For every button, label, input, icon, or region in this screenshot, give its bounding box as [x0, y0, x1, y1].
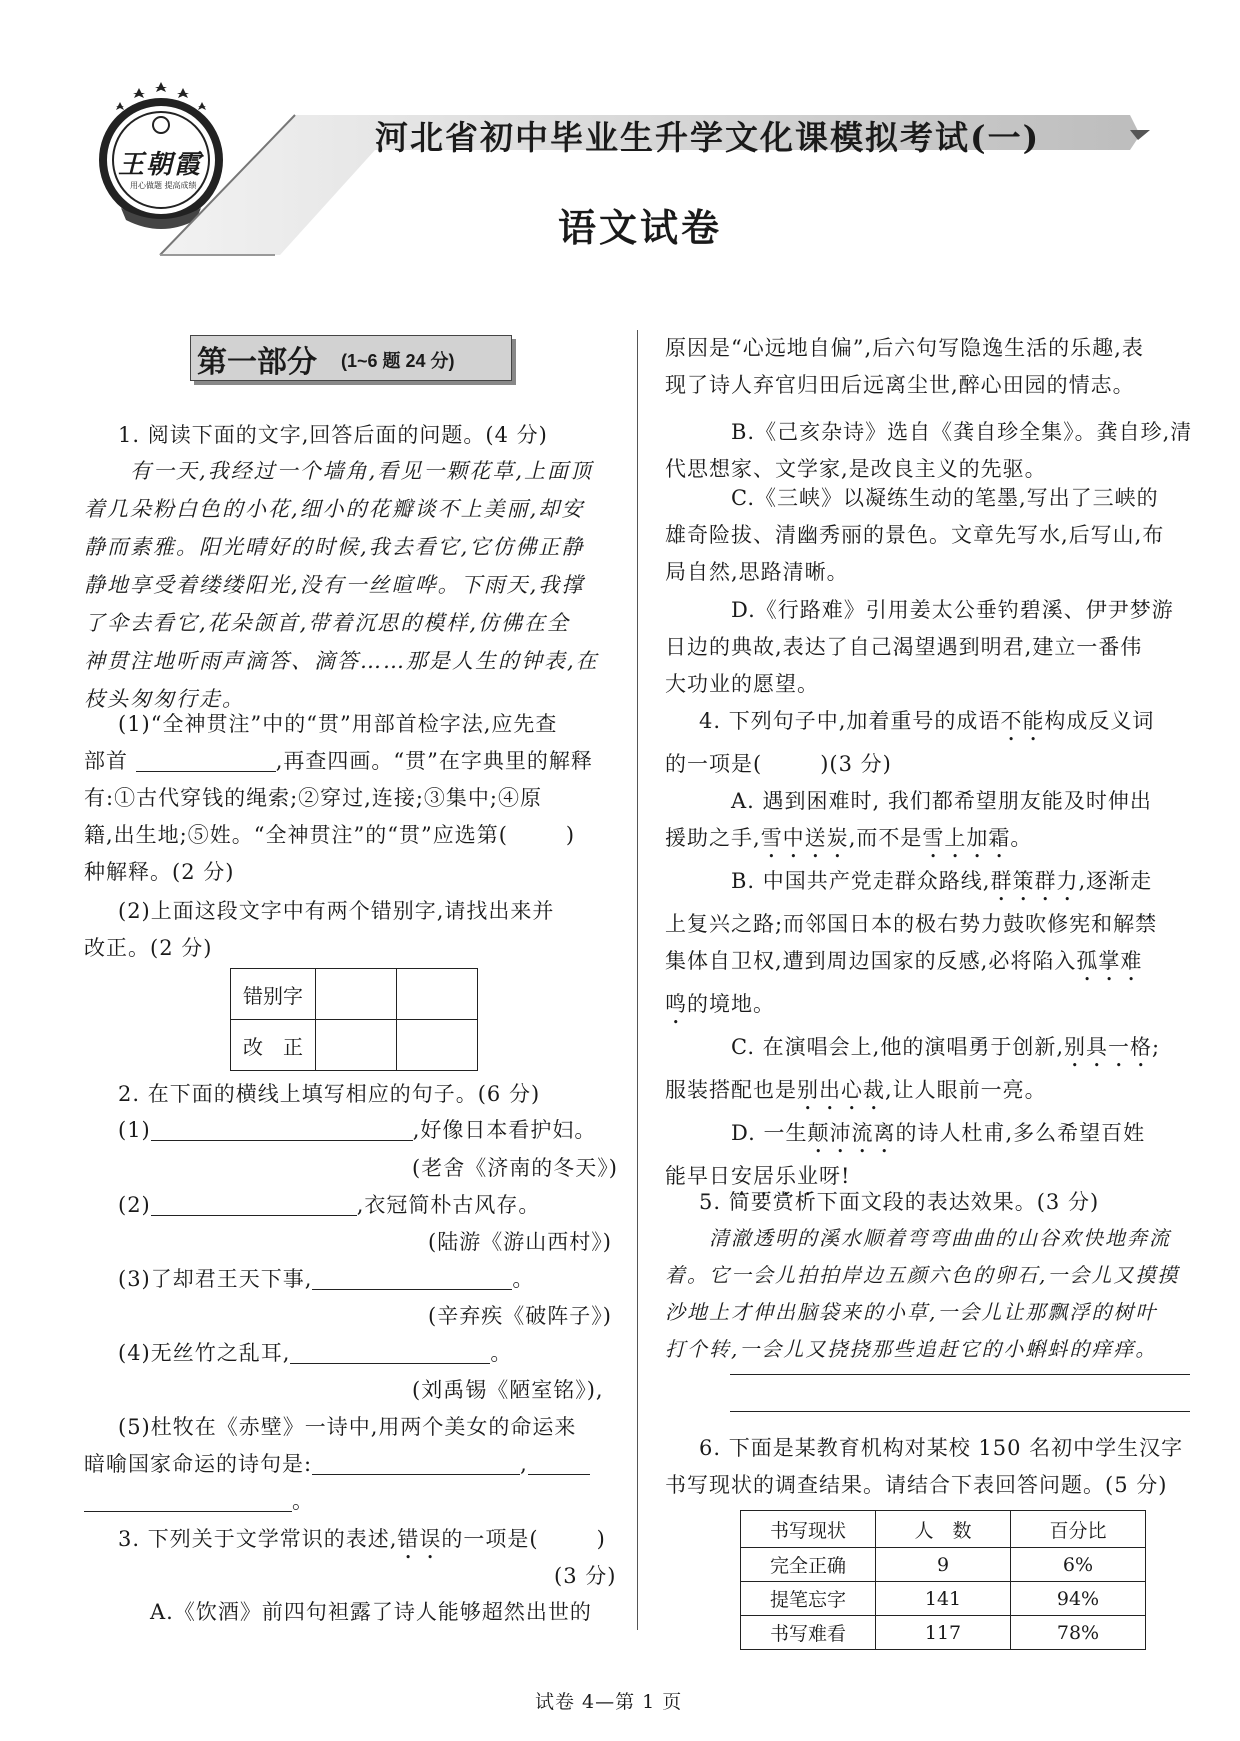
answer-line[interactable]	[730, 1374, 1190, 1375]
survey-cell: 117	[876, 1616, 1011, 1650]
passage-line: 了伞去看它,花朵颌首,带着沉思的模样,仿佛在全	[84, 611, 571, 635]
q2-source: (陆游《游山西村》)	[428, 1230, 612, 1254]
q3-option-a: A.《饮酒》前四句袒露了诗人能够超然出世的	[150, 1600, 592, 1624]
q4	[665, 703, 1160, 1201]
q5-passage-line: 沙地上才伸出脑袋来的小草,一会儿让那飘浮的树叶	[665, 1300, 1158, 1324]
q3-line: 大功业的愿望。	[665, 672, 819, 696]
q5-stem: 5. 简要赏析下面文段的表达效果。(3 分)	[699, 1190, 1100, 1214]
q4-option-a: 援助之手,雪中送炭,而不是雪上加霜。	[665, 826, 1033, 850]
q4-option-b: 集体自卫权,遭到周边国家的反感,必将陷入孤掌难	[665, 949, 1143, 973]
logo-motto: 用心做题 提高成绩	[130, 181, 197, 190]
q3-line: D.《行路难》引用姜太公垂钓碧溪、伊尹梦游	[731, 598, 1174, 622]
section-range: (1~6 题 24 分)	[341, 351, 455, 371]
q2-source: (辛弃疾《破阵子》)	[428, 1304, 612, 1328]
answer-line[interactable]	[730, 1411, 1190, 1412]
q2-item5-line: 。	[84, 1483, 590, 1520]
passage-line: 着几朵粉白色的小花,细小的花瓣谈不上美丽,却安	[84, 497, 585, 521]
answer-blank[interactable]	[290, 1339, 490, 1364]
q4-option-c: 服装搭配也是别出心裁,让人眼前一亮。	[665, 1078, 1047, 1102]
q3-line: 局自然,思路清晰。	[665, 560, 849, 584]
q2-item: (3)了却君王天下事, 。	[118, 1267, 535, 1291]
q6-stem	[665, 1430, 1183, 1504]
survey-table	[740, 1510, 1146, 1650]
q1-sub1-line: 部首 ,再查四画。“贯”在字典里的解释	[84, 749, 593, 773]
passage-line: 枝头匆匆行走。	[84, 687, 245, 711]
q4-option-d: 能早日安居乐业呀!	[665, 1164, 851, 1188]
q3-option-d	[665, 592, 1174, 703]
passage-line: 有一天,我经过一个墙角,看见一颗花草,上面顶	[130, 459, 594, 483]
q2-item: (1) ,好像日本看护妇。	[118, 1118, 597, 1142]
q6-stem-line: 6. 下面是某教育机构对某校 150 名初中学生汉字	[699, 1436, 1184, 1460]
survey-cell: 书写难看	[741, 1616, 876, 1650]
typo-table	[230, 968, 478, 1071]
q3-line: 代思想家、文学家,是改良主义的先驱。	[665, 457, 1047, 481]
survey-cell: 6%	[1011, 1548, 1146, 1582]
answer-blank[interactable]	[312, 1450, 520, 1475]
section-title: 第一部分	[197, 345, 317, 380]
typo-label: 错别字	[231, 969, 316, 1020]
q1-stem: 1. 阅读下面的文字,回答后面的问题。(4 分)	[118, 423, 548, 447]
survey-cell: 9	[876, 1548, 1011, 1582]
section-banner	[190, 335, 512, 381]
correct-cell[interactable]	[316, 1020, 397, 1071]
q1-passage	[84, 452, 624, 718]
page-subtitle: 语文试卷	[558, 205, 723, 250]
q2-item5	[84, 1409, 590, 1520]
survey-header: 人 数	[876, 1511, 1011, 1548]
q5-passage-line: 打个转,一会儿又挠挠那些追赶它的小蝌蚪的痒痒。	[665, 1337, 1158, 1361]
q3-stem: 3. 下列关于文学常识的表述,错误的一项是( )	[118, 1527, 606, 1551]
q3-score: (3 分)	[554, 1564, 617, 1588]
q3-line: B.《己亥杂诗》选自《龚自珍全集》。龚自珍,清	[731, 420, 1193, 444]
q2-source: (刘禹锡《陋室铭》),	[412, 1378, 604, 1402]
q1-sub1-line: 种解释。(2 分)	[84, 860, 235, 884]
q1-sub1-line: (1)“全神贯注”中的“贯”用部首检字法,应先查	[118, 712, 558, 736]
q1-sub1-line: 籍,出生地;⑤姓。“全神贯注”的“贯”应选第( )	[84, 823, 576, 847]
survey-cell: 完全正确	[741, 1548, 876, 1582]
q4-stem: 的一项是( )(3 分)	[665, 752, 892, 776]
q4-option-c: C. 在演唱会上,他的演唱勇于创新,别具一格;	[731, 1035, 1161, 1059]
q5-passage-line: 清澈透明的溪水顺着弯弯曲曲的山谷欢快地奔流	[709, 1226, 1171, 1250]
q3-line: 原因是“心远地自偏”,后六句写隐逸生活的乐趣,表	[665, 336, 1144, 360]
answer-blank[interactable]	[151, 1116, 413, 1141]
q6-stem-line: 书写现状的调查结果。请结合下表回答问题。(5 分)	[665, 1473, 1168, 1497]
q4-option-b: 上复兴之路;而邻国日本的极右势力鼓吹修宪和解禁	[665, 912, 1158, 936]
page-title: 河北省初中毕业生升学文化课模拟考试(一)	[375, 118, 1041, 157]
q4-option-a: A. 遇到困难时, 我们都希望朋友能及时伸出	[731, 789, 1152, 813]
q2-item: (2) ,衣冠简朴古风存。	[118, 1193, 541, 1217]
answer-blank[interactable]	[84, 1487, 292, 1512]
q1-sub1	[84, 706, 593, 891]
q2-item5-line: 暗喻国家命运的诗句是: ,	[84, 1446, 590, 1483]
column-divider	[637, 330, 638, 1630]
q4-option-b: B. 中国共产党走群众路线,群策群力,逐渐走	[731, 869, 1153, 893]
answer-blank[interactable]	[151, 1191, 357, 1216]
answer-blank[interactable]	[136, 747, 276, 772]
q1-sub1-line: 有:①古代穿钱的绳索;②穿过,连接;③集中;④原	[84, 786, 542, 810]
q3-option-c	[665, 480, 1164, 591]
q4-option-d: D. 一生颠沛流离的诗人杜甫,多么希望百姓	[731, 1121, 1146, 1145]
q4-stem: 4. 下列句子中,加着重号的成语不能构成反义词	[699, 709, 1155, 733]
q3-line: 日边的典故,表达了自己渴望遇到明君,建立一番伟	[665, 635, 1143, 659]
q3-option-a-cont	[665, 330, 1144, 404]
survey-header: 书写现状	[741, 1511, 876, 1548]
answer-blank[interactable]	[528, 1450, 590, 1475]
survey-cell: 141	[876, 1582, 1011, 1616]
q2-source: (老舍《济南的冬天》)	[412, 1156, 618, 1180]
q3-option-b	[665, 414, 1192, 488]
q2-item: (4)无丝竹之乱耳, 。	[118, 1341, 513, 1365]
q5-passage-line: 着。它一会儿拍拍岸边五颜六色的卵石,一会儿又摸摸	[665, 1263, 1180, 1287]
correct-cell[interactable]	[397, 1020, 478, 1071]
q2-item5-line: (5)杜牧在《赤壁》一诗中,用两个美女的命运来	[118, 1415, 577, 1439]
page-footer: 试卷 4—第 1 页	[535, 1691, 683, 1713]
q5-passage	[665, 1220, 1179, 1368]
q3-line: 现了诗人弃官归田后远离尘世,醉心田园的情志。	[665, 373, 1135, 397]
q2-stem: 2. 在下面的横线上填写相应的句子。(6 分)	[118, 1082, 541, 1106]
typo-cell[interactable]	[397, 969, 478, 1020]
passage-line: 静地享受着缕缕阳光,没有一丝暄哗。下雨天,我撑	[84, 573, 585, 597]
survey-cell: 94%	[1011, 1582, 1146, 1616]
survey-cell: 78%	[1011, 1616, 1146, 1650]
passage-line: 静而素雅。阳光晴好的时候,我去看它,它仿佛正静	[84, 535, 585, 559]
passage-line: 神贯注地听雨声滴答、滴答……那是人生的钟表,在	[84, 649, 599, 673]
survey-cell: 提笔忘字	[741, 1582, 876, 1616]
q3-line: 雄奇险拔、清幽秀丽的景色。文章先写水,后写山,布	[665, 523, 1165, 547]
q4-option-b: 鸣的境地。	[665, 992, 775, 1016]
survey-header: 百分比	[1011, 1511, 1146, 1548]
q1-sub2-line: 改正。(2 分)	[84, 936, 213, 960]
answer-blank[interactable]	[312, 1265, 512, 1290]
logo-text: 王朝霞	[118, 150, 203, 180]
q1-sub2-line: (2)上面这段文字中有两个错别字,请找出来并	[118, 899, 555, 923]
q3-line: C.《三峡》以凝练生动的笔墨,写出了三峡的	[731, 486, 1159, 510]
q1-sub2	[84, 893, 554, 967]
typo-cell[interactable]	[316, 969, 397, 1020]
correct-label: 改 正	[231, 1020, 316, 1071]
